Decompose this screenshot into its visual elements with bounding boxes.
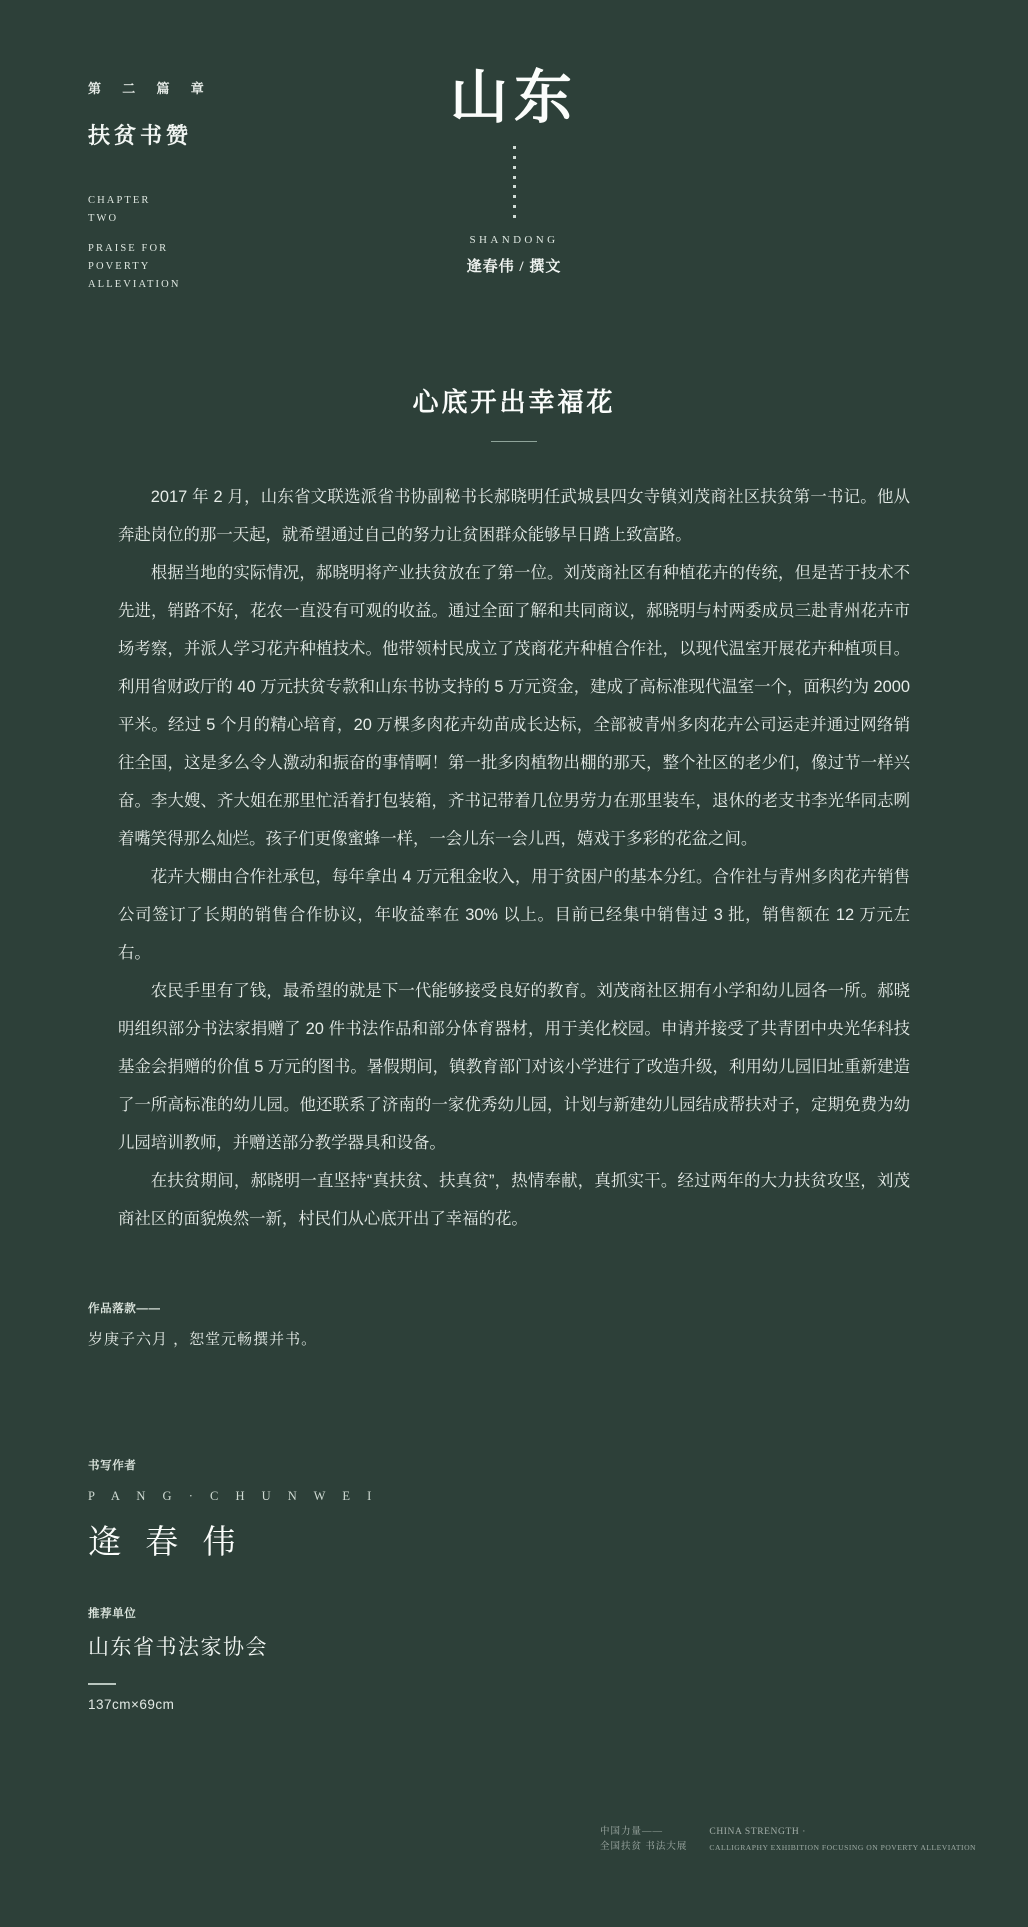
chapter-en-line-1: CHAPTER [88,195,151,206]
organization-name: 山东省书法家协会 [88,1635,268,1659]
colophon-block [88,1300,788,1349]
title-divider [491,441,537,442]
organization-block [88,1605,788,1712]
colophon-text: 岁庚子六月 ，恕堂元畅撰并书。 [88,1331,318,1348]
author-label: 书写作者 [88,1460,137,1472]
province-author-credit: 逄春伟 / 撰文 [466,259,562,275]
footer-brand-en-line-1: CHINA STRENGTH · [709,1827,807,1837]
dotted-divider [512,146,516,218]
footer-brand-en-line-2: CALLIGRAPHY EXHIBITION FOCUSING ON POVERTY ALLEVIATION [709,1843,977,1852]
article-body [118,478,910,1238]
province-name-english: SHANDONG [469,234,559,246]
footer-brand [600,1825,976,1855]
chapter-en-line-2: TWO [88,213,119,224]
author-block [88,1457,788,1563]
article-paragraph: 农民手里有了钱，最希望的就是下一代能够接受良好的教育。刘茂商社区拥有小学和幼儿园各一所。郝晓明组织部分书法家捐赠了 20 件书法作品和部分体育器材，用于美化校园。申请并接受了共青团中央光华科技基金会捐赠的价值 5 万元的图书。暑假期间，镇教育部门对该小学进行了改造升级，利用幼儿园旧址重新建造了一所高标准的幼儿园。他还联系了济南的一家优秀幼儿园，计划与新建幼儿园结成帮扶对子，定期免费为幼儿园培训教师，并赠送部分教学器具和设备。 [118,982,910,1152]
footer-brand-cn-line-1: 中国力量—— [600,1827,664,1837]
article-paragraph: 花卉大棚由合作社承包，每年拿出 4 万元租金收入，用于贫困户的基本分红。合作社与青州多肉花卉销售公司签订了长期的销售合作协议，年收益率在 30% 以上。目前已经集中销售过 3 批，销售额在 12 万元左右。 [118,868,910,962]
footer-brand-cn-line-2: 全国扶贫 书法大展 [600,1842,688,1852]
colophon-label: 作品落款—— [88,1303,161,1315]
article-title: 心底开出幸福花 [412,388,616,417]
author-name-chinese: 逄 春 伟 [88,1525,244,1561]
province-name: 山东 [449,65,578,130]
article-header [0,382,1028,442]
footer-brand-chinese [600,1825,687,1855]
article-paragraph: 根据当地的实际情况，郝晓明将产业扶贫放在了第一位。刘茂商社区有种植花卉的传统，但是苦于技术不先进，销路不好，花农一直没有可观的收益。通过全面了解和共同商议，郝晓明与村两委成员三赴青州花卉市场考察，并派人学习花卉种植技术。他带领村民成立了茂商花卉种植合作社，以现代温室开展花卉种植项目。利用省财政厅的 40 万元扶贫专款和山东书协支持的 5 万元资金，建成了高标准现代温室一个，面积约为 2000 平米。经过 5 个月的精心培育，20 万棵多肉花卉幼苗成长达标，全部被青州多肉花卉公司运走并通过网络销往全国，这是多么令人激动和振奋的事情啊！第一批多肉植物出棚的那天，整个社区的老少们，像过节一样兴奋。李大嫂、齐大姐在那里忙活着打包装箱，齐书记带着几位男劳力在那里装车，退休的老支书李光华同志咧着嘴笑得那么灿烂。孩子们更像蜜蜂一样，一会儿东一会儿西，嬉戏于多彩的花盆之间。 [118,564,910,848]
chapter-title: 扶贫书赞 [88,123,193,148]
footer-brand-english [709,1825,976,1855]
artwork-dimensions: 137cm×69cm [88,1697,175,1712]
author-name-english: P A N G · C H U N W E I [88,1489,379,1503]
article-paragraph: 2017 年 2 月，山东省文联选派省书协副秘书长郝晓明任武城县四女寺镇刘茂商社区扶贫第一书记。他从奔赴岗位的那一天起，就希望通过自己的努力让贫困群众能够早日踏上致富路。 [118,488,910,544]
size-divider [88,1683,116,1685]
page-header [0,0,1028,330]
chapter-en-line-3: PRAISE FOR [88,243,169,254]
article-paragraph: 在扶贫期间，郝晓明一直坚持“真扶贫、扶真贫”，热情奉献，真抓实干。经过两年的大力扶贫攻坚，刘茂商社区的面貌焕然一新，村民们从心底开出了幸福的花。 [118,1172,910,1228]
chapter-en-line-4: POVERTY [88,261,151,272]
organization-label: 推荐单位 [88,1608,137,1620]
province-block [0,66,1028,276]
chapter-en-line-5: ALLEVIATION [88,279,181,290]
chapter-kicker: 第 二 篇 章 [88,81,213,96]
